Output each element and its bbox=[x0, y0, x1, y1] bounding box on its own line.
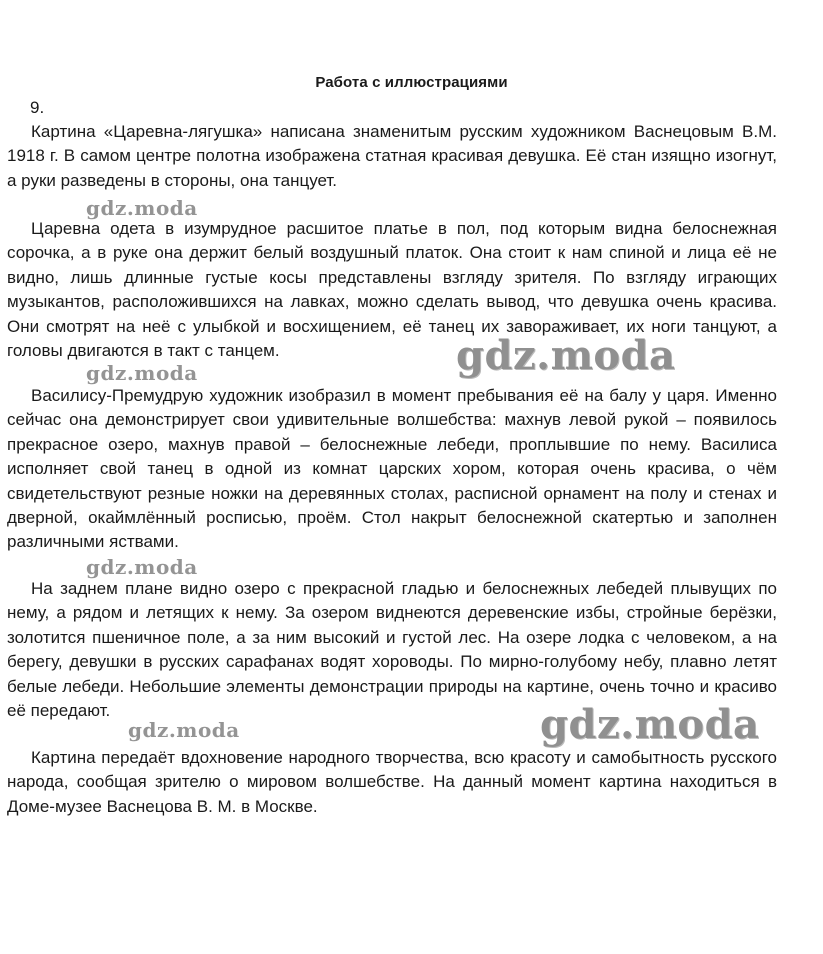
watermark-logo: gdz.moda bbox=[456, 332, 676, 379]
paragraph-2: Царевна одета в изумрудное расшитое платье в пол, под которым видна белоснежная сорочка, а в руке она держит белый воздушный платок. Она стоит к нам спиной и лица её не видно, лишь длинные густые косы представлены взгляду зрителя. По взгляду играющих музыкантов, расположившихся на лавках, можно сделать вывод, что девушка очень красива. Они смотрят на неё с улыбкой и восхищением, её танец их завораживает, их ноги танцуют, а головы двигаются в такт с танцем. bbox=[7, 219, 777, 361]
watermark-logo: gdz.moda bbox=[128, 718, 240, 742]
paragraph-5: Картина передаёт вдохновение народного творчества, всю красоту и самобытность русского народа, сообщая зрителю о мировом волшебстве. На данный момент картина находиться в Доме-музее Васнецова В. М. в Москве. bbox=[7, 748, 777, 816]
page-title: Работа с иллюстрациями bbox=[315, 74, 508, 91]
paragraph-1: Картина «Царевна-лягушка» написана знаменитым русским художником Васнецовым В.М. 1918 г. В самом центре полотна изображена статная красивая девушка. Её стан изящно изогнут, а руки разведены в стороны, она танцует. bbox=[7, 122, 777, 190]
watermark-logo: gdz.moda bbox=[86, 555, 198, 579]
task-number: 9. bbox=[30, 98, 45, 117]
paragraph-3: Василису-Премудрую художник изобразил в момент пребывания её на балу у царя. Именно сейчас она демонстрирует свои удивительные волшебства: махнув левой рукой – появилось прекрасное озеро, махнув правой – белоснежные лебеди, проплывшие по нему. Василиса исполняет свой танец в одной из комнат царских хором, которая очень красива, о чём свидетельствуют резные ножки на деревянных столах, расписной орнамент на полу и стенах и дверной, окаймлённый росписью, проём. Стол накрыт белоснежной скатертью и заполнен различными яствами. bbox=[7, 386, 777, 552]
watermark-logo: gdz.moda bbox=[86, 196, 198, 220]
watermark-logo: gdz.moda bbox=[86, 361, 198, 385]
paragraph-4: На заднем плане видно озеро с прекрасной гладью и белоснежных лебедей плывущих по нему, а рядом и летящих к нему. За озером виднеются деревенские избы, стройные берёзки, золотится пшеничное поле, а за ним высокий и густой лес. На озере лодка с человеком, а на берегу, девушки в русских сарафанах водят хороводы. По мирно-голубому небу, плавно летят белые лебеди. Небольшие элементы демонстрации природы на картине, очень точно и красиво её передают. bbox=[7, 579, 777, 721]
watermark-logo: gdz.moda bbox=[540, 701, 760, 748]
